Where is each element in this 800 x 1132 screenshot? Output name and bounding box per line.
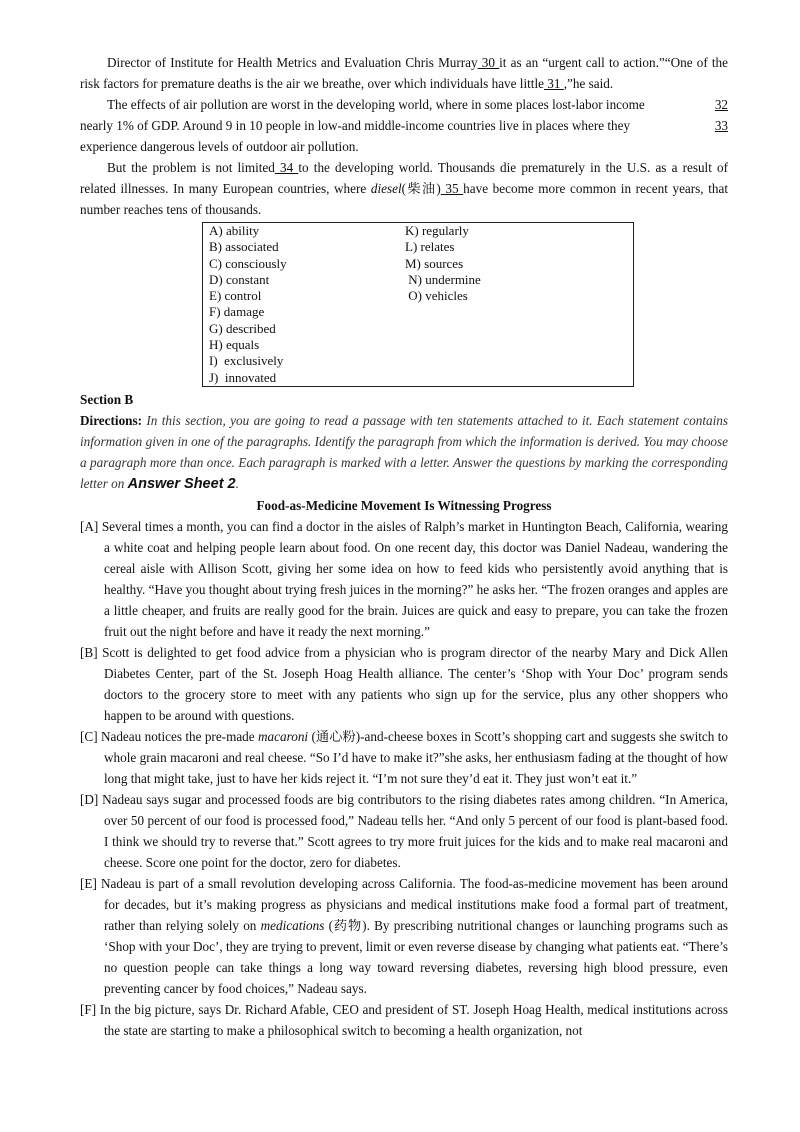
article-paragraph-f: [F] In the big picture, says Dr. Richard Afable, CEO and president of ST. Joseph Hoag Health, medical institutions across the state are starting to make a philosophical switch to becoming a health organization, not (80, 1001, 728, 1038)
diesel-gloss: (柴油) (401, 181, 441, 196)
directions-text: In this section, you are going to read a passage with ten statements attached to it. Each statement contains information given in one of the paragraphs. Identify the paragraph from which the information is derived. You may choose a paragraph more than once. Each paragraph is marked with a letter. Answer the questions by marking the corresponding letter on (80, 412, 728, 491)
word-medications: medications (260, 917, 325, 933)
passage-paragraph-3 (80, 157, 728, 220)
text: [E] Nadeau is part of a small revolution developing across California. The food-as-medicine movement has been around for decades, but it’s making progress as physicians and medical institutions make food a formal part of treatment, rather than relying solely on (80, 875, 728, 933)
blank-35: 35 (440, 181, 464, 196)
option: D) constant (209, 271, 270, 287)
text: have become more common in recent years, that number reaches tens of thousands. (80, 181, 728, 217)
text: -and-cheese boxes in Scott’s shopping cart and suggests she switch to whole grain macaroni and real cheese. “So I’d have to make it?”she asks, her enthusiasm fading at the thought of how long that might take, just to have her kids reject it. “I’m not sure they’d eat it. They just won’t eat it.” (104, 728, 728, 786)
word-diesel: diesel (370, 181, 402, 196)
text: . By prescribing nutritional changes or launching programs such as ‘Shop with your Doc’, they are trying to prevent, limit or even reverse disease by changing what patients eat. “There’s no question people can take things a long way toward reversing diabetes, reversing high blood pressure, even preventing cancer by food choices,” Nadeau says. (104, 917, 729, 996)
text: to the developing world. Thousands die prematurely in the U.S. as a result of related illnesses. In many European countries, where (80, 160, 729, 196)
text: experience dangerous levels of outdoor air pollution. (80, 139, 359, 154)
option: A) ability (209, 223, 260, 238)
option: J) innovated (209, 369, 277, 385)
article-paragraph-e (80, 873, 728, 999)
blank-31: 31 (543, 76, 564, 91)
blank-34: 34 (274, 160, 299, 175)
text: But the problem is not limited (107, 160, 275, 175)
directions (80, 410, 728, 495)
article-title: Food-as-Medicine Movement Is Witnessing Progress (256, 497, 552, 513)
option: C) consciously (209, 255, 287, 271)
text: nearly 1% of GDP. Around 9 in 10 people in low-and middle-income countries live in places where they (80, 118, 631, 133)
text: ,”he said. (563, 76, 614, 91)
article-paragraph-c (80, 726, 728, 789)
option: L) relates (405, 239, 455, 255)
text: it as an “urgent call to action.”“One of the risk factors for premature deaths is the air we breathe, over which individuals have little (80, 55, 728, 91)
article-paragraph-b: [B] Scott is delighted to get food advice from a physician who is program director of the nearby Mary and Dick Allen Diabetes Center, part of the St. Joseph Hoag Health alliance. The center’s ‘Shop with Your Doc’ program sends doctors to the grocery store to meet with any patients who sign up for the service, plus any other shoppers who happen to be around with questions. (80, 644, 728, 723)
document-page (80, 52, 728, 1041)
medications-gloss: (药物) (324, 917, 367, 933)
text: [C] Nadeau notices the pre-made (80, 728, 259, 744)
passage-paragraph-1 (80, 52, 728, 94)
word-macaroni: macaroni (258, 728, 309, 744)
blank-32: 32 (714, 97, 728, 112)
text: Director of Institute for Health Metrics and Evaluation Chris Murray (107, 55, 478, 70)
word-bank-column-right (405, 223, 605, 386)
option: N) undermine (405, 271, 481, 287)
text: The effects of air pollution are worst in the developing world, where in some places lost-labor income (107, 97, 645, 112)
option: I) exclusively (209, 353, 284, 369)
option: K) regularly (405, 223, 469, 238)
option: B) associated (209, 239, 279, 255)
article-paragraph-d: [D] Nadeau says sugar and processed foods are big contributors to the rising diabetes rates among children. “In America, over 50 percent of our food is processed food,” Nadeau tells her. “And only 5 percent of our food is plant-based food. I think we should try to reverse that.” Scott agrees to try more fruit juices for the kids and to make real macaroni and cheese. Score one point for the doctor, zero for diabetes. (80, 791, 728, 870)
macaroni-gloss: (通心粉) (308, 728, 361, 744)
option: H) equals (209, 337, 260, 353)
option: M) sources (405, 255, 464, 271)
passage-paragraph-2 (80, 94, 728, 157)
option: E) control (209, 288, 262, 304)
option: G) described (209, 320, 276, 336)
blank-33: 33 (714, 118, 728, 133)
option: F) damage (209, 304, 265, 320)
section-heading: Section B (80, 391, 134, 407)
word-bank (202, 222, 634, 387)
blank-30: 30 (477, 55, 500, 70)
article-paragraph-a: [A] Several times a month, you can find a doctor in the aisles of Ralph’s market in Huntington Beach, California, wearing a white coat and helping people learn about food. On one recent day, this doctor was Daniel Nadeau, wandering the cereal aisle with Allison Scott, giving her some idea on how to feed kids who persistently avoid anything that is healthy. “Have you thought about trying fresh juices in the morning?” he asks her. “The frozen oranges and apples are a little cheaper, and fruits are really good for the brain. Juices are quick and easy to prepare, you can take the frozen fruit out the night before and have it ready the next morning.” (80, 518, 728, 639)
answer-sheet-label: Answer Sheet 2 (127, 475, 236, 492)
word-bank-column-left (209, 223, 405, 386)
text: . (235, 475, 239, 491)
option: O) vehicles (405, 288, 468, 304)
directions-label: Directions: (80, 412, 143, 428)
